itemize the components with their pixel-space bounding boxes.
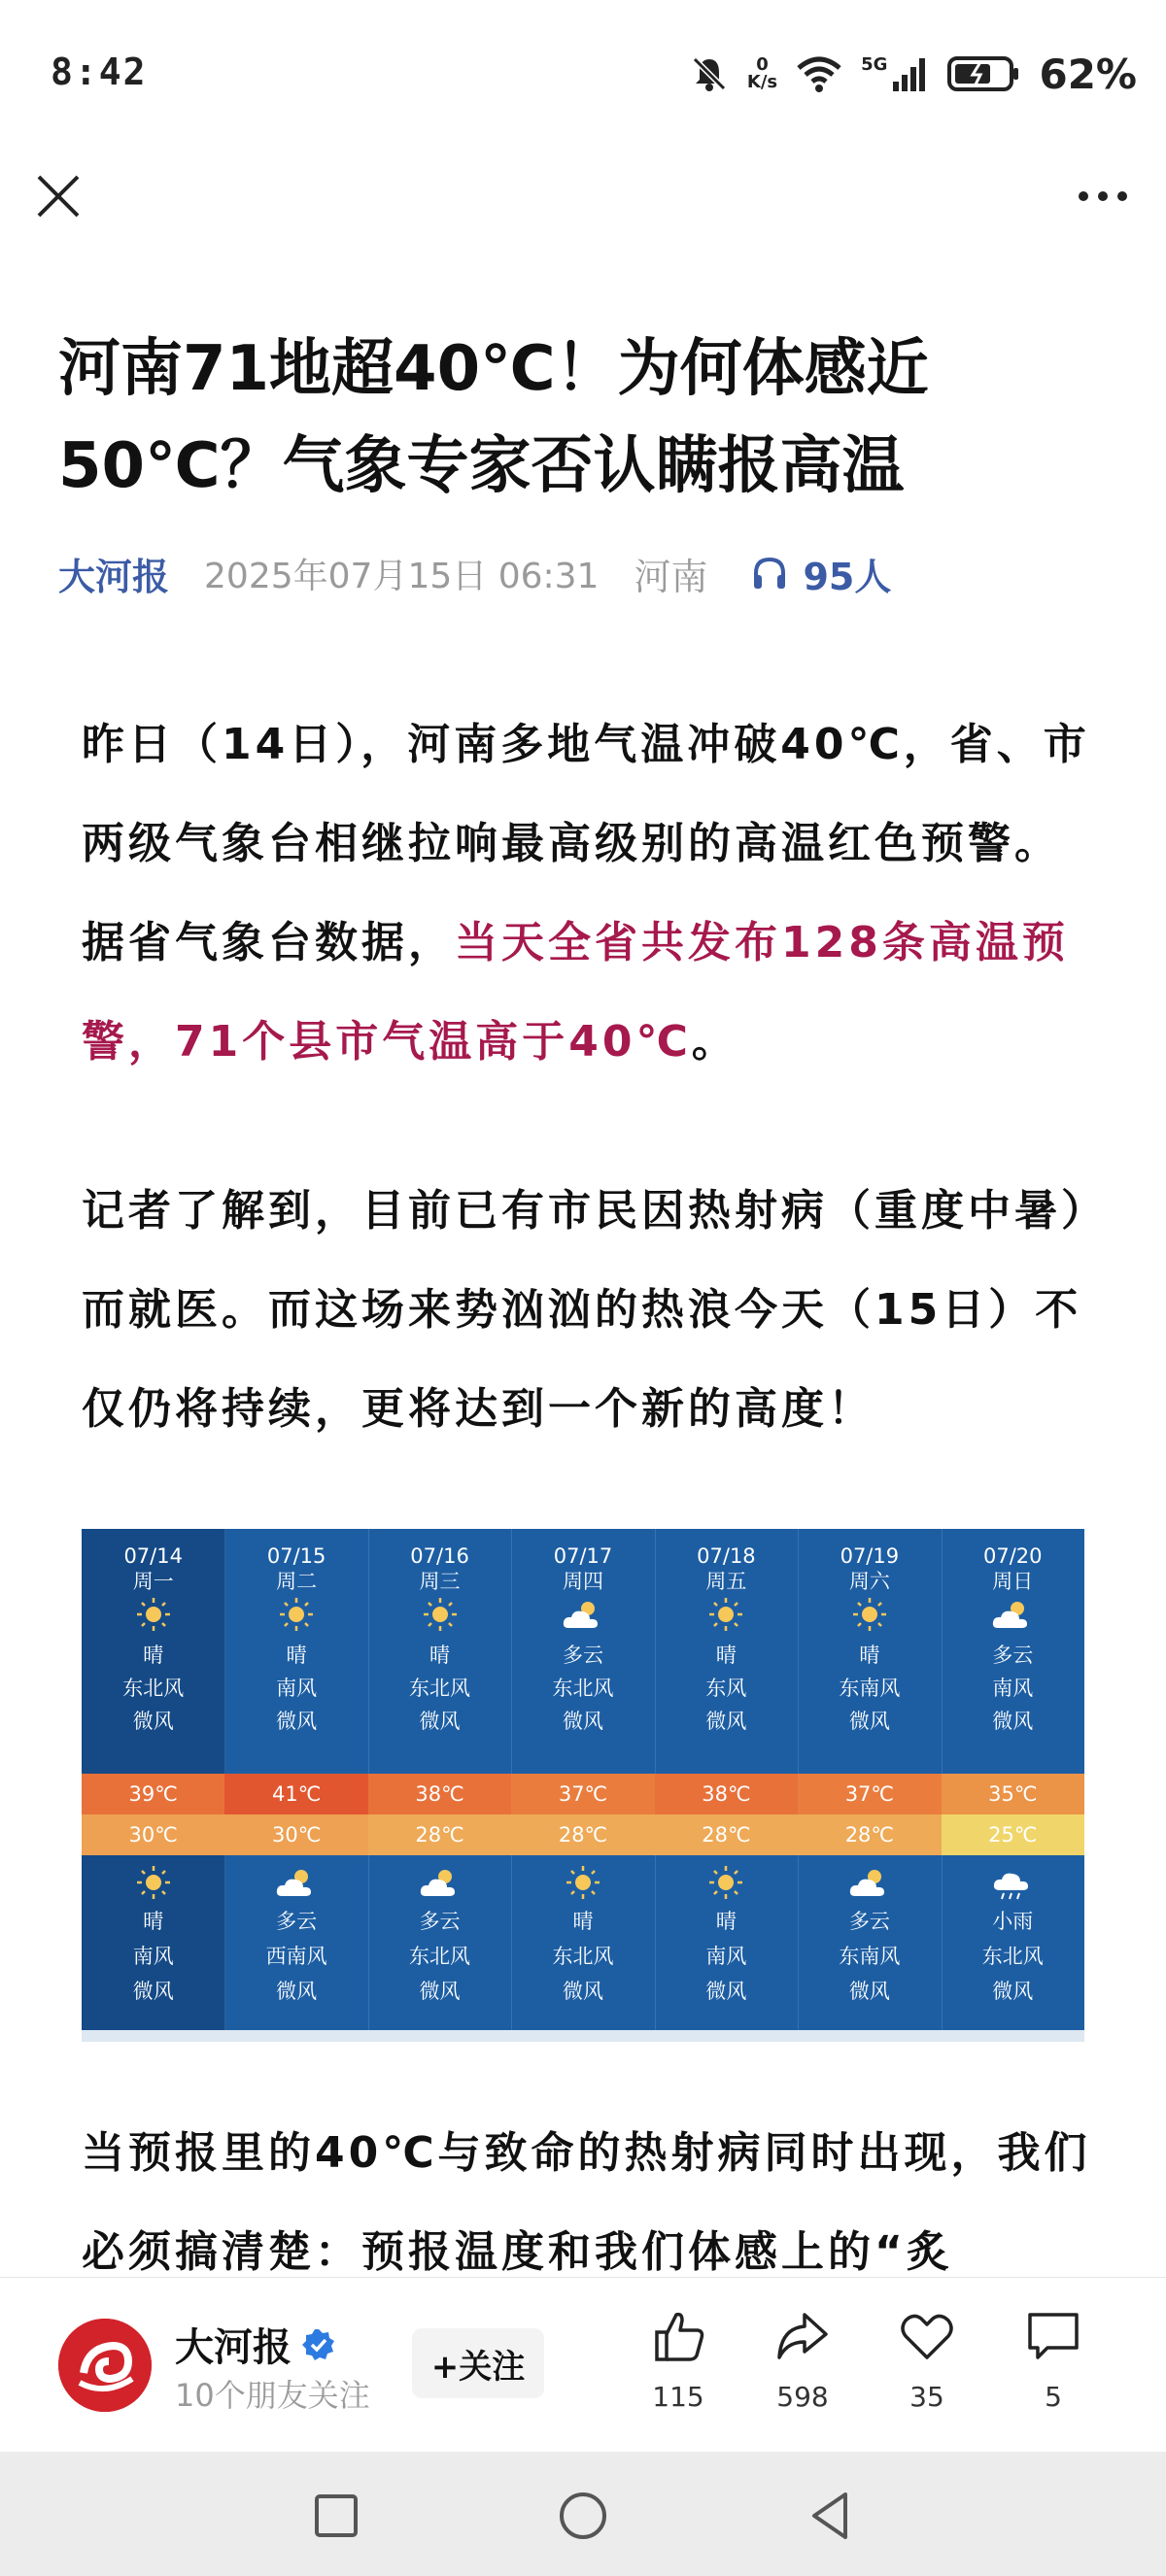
forecast-low-temp: 28℃ (511, 1814, 654, 1855)
forecast-weekday: 周一 (132, 1570, 174, 1593)
forecast-day-wind: 微风 (992, 1710, 1034, 1733)
forecast-night-wind: 微风 (562, 1980, 603, 2003)
close-button[interactable] (29, 167, 87, 225)
paragraph-1-highlight: 当天全省共发布128条高温预警，71个县市气温高于40℃ (82, 918, 1069, 1067)
comment-bubble-icon (1024, 2307, 1082, 2365)
forecast-night-weather: 晴 (715, 1910, 737, 1933)
author-name[interactable]: 大河报 (175, 2325, 292, 2370)
forecast-day-weather: 晴 (286, 1644, 307, 1667)
forecast-night-wind-dir: 东北风 (552, 1945, 614, 1968)
forecast-date: 07/15 (266, 1544, 326, 1568)
forecast-day-wind: 微风 (848, 1710, 890, 1733)
forecast-day-wind-dir: 东风 (705, 1677, 747, 1700)
article-region: 河南 (634, 555, 708, 598)
forecast-night-wind: 微风 (132, 1980, 174, 2003)
system-nav-bar (0, 2452, 1166, 2576)
cloud-rain-icon (988, 1863, 1037, 1902)
share-arrow-icon (773, 2307, 832, 2365)
forecast-high-temp: 35℃ (942, 1774, 1084, 1814)
heart-icon (898, 2307, 956, 2365)
back-triangle-icon (803, 2489, 857, 2543)
battery-percent: 62% (1039, 50, 1137, 98)
forecast-night-wind-dir: 东南风 (839, 1945, 901, 1968)
net-speed (747, 56, 777, 91)
square-icon (309, 2489, 363, 2543)
paragraph-1-end: 。 (691, 1017, 738, 1067)
paragraph-1-text: 昨日（14日），河南多地气温冲破40℃，省、市两级气象台相继拉响最高级别的高温红色预警。据省气象台数据， (82, 720, 1090, 967)
mute-bell-icon (689, 53, 730, 94)
more-dots-icon (1069, 167, 1137, 225)
sun-icon (702, 1863, 750, 1902)
forecast-high-temp: 38℃ (368, 1774, 511, 1814)
forecast-day-weather: 多云 (992, 1644, 1034, 1667)
forecast-high-temp: 41℃ (224, 1774, 367, 1814)
listener-count: 95人 (803, 555, 892, 598)
forecast-low-temp: 28℃ (798, 1814, 941, 1855)
forecast-night-weather: 晴 (143, 1910, 164, 1933)
status-icons (689, 47, 1137, 101)
forecast-day-wind-dir: 东南风 (839, 1677, 901, 1700)
forecast-low-temp: 30℃ (82, 1814, 224, 1855)
forecast-night-weather: 多云 (848, 1910, 890, 1933)
forecast-night-wind-dir: 南风 (705, 1945, 747, 1968)
forecast-date: 07/17 (553, 1544, 613, 1568)
forecast-weekday: 周五 (705, 1570, 747, 1593)
author-name-row[interactable] (175, 2317, 336, 2372)
partly-cloudy-icon (988, 1595, 1037, 1634)
net-speed-unit: K/s (746, 72, 778, 92)
forecast-night-wind-dir: 西南风 (265, 1945, 327, 1968)
favorite-button[interactable] (878, 2307, 976, 2413)
partly-cloudy-icon (845, 1863, 894, 1902)
sun-icon (845, 1595, 894, 1634)
forecast-date: 07/18 (697, 1544, 756, 1568)
bottom-action-bar (0, 2277, 1166, 2453)
forecast-night-wind: 微风 (419, 1980, 461, 2003)
forecast-weekday: 周四 (562, 1570, 603, 1593)
forecast-night-wind: 微风 (992, 1980, 1034, 2003)
sun-icon (129, 1595, 178, 1634)
share-count: 598 (776, 2381, 829, 2413)
forecast-day-wind-dir: 东北风 (552, 1677, 614, 1700)
sun-icon (416, 1595, 464, 1634)
like-count: 115 (652, 2381, 704, 2413)
forecast-weekday: 周六 (848, 1570, 890, 1593)
sun-icon (702, 1595, 750, 1634)
forecast-day-wind: 微风 (705, 1710, 747, 1733)
battery-icon (947, 54, 1021, 93)
sun-icon (559, 1863, 607, 1902)
forecast-low-temp: 28℃ (655, 1814, 798, 1855)
sun-icon (272, 1595, 321, 1634)
forecast-weekday: 周二 (276, 1570, 318, 1593)
forecast-day-weather: 晴 (429, 1644, 451, 1667)
forecast-night-weather: 晴 (572, 1910, 594, 1933)
circle-icon (556, 2489, 610, 2543)
like-button[interactable] (630, 2307, 727, 2413)
author-avatar[interactable] (58, 2319, 152, 2412)
forecast-date: 07/20 (983, 1544, 1043, 1568)
forecast-day-07-17 (511, 1529, 655, 2030)
close-icon (29, 167, 87, 225)
paragraph-1 (82, 695, 1092, 1092)
forecast-day-07-15 (224, 1529, 368, 2030)
forecast-night-weather: 小雨 (992, 1910, 1034, 1933)
forecast-day-07-20 (942, 1529, 1084, 2030)
forecast-night-wind-dir: 东北风 (981, 1945, 1044, 1968)
forecast-day-wind: 微风 (419, 1710, 461, 1733)
thumbs-up-icon (649, 2307, 707, 2365)
follow-button[interactable]: +关注 (412, 2328, 544, 2398)
forecast-day-wind-dir: 东北风 (122, 1677, 185, 1700)
forecast-day-07-19 (798, 1529, 942, 2030)
forecast-day-07-18 (655, 1529, 799, 2030)
forecast-date: 07/14 (123, 1544, 183, 1568)
publisher-logo-icon (58, 2319, 152, 2412)
forecast-day-wind: 微风 (276, 1710, 318, 1733)
listen-button[interactable] (750, 547, 891, 600)
forecast-low-temp: 28℃ (368, 1814, 511, 1855)
share-button[interactable] (754, 2307, 851, 2413)
forecast-day-weather: 晴 (143, 1644, 164, 1667)
forecast-night-weather: 多云 (419, 1910, 461, 1933)
status-bar (0, 0, 1166, 146)
forecast-high-temp: 37℃ (798, 1774, 941, 1814)
forecast-high-temp: 38℃ (655, 1774, 798, 1814)
forecast-high-temp: 39℃ (82, 1774, 224, 1814)
forecast-day-wind-dir: 东北风 (409, 1677, 471, 1700)
forecast-day-wind: 微风 (132, 1710, 174, 1733)
network-type: 5G (861, 54, 888, 75)
cell-signal-icon (861, 54, 930, 93)
partly-cloudy-icon (416, 1863, 464, 1902)
forecast-day-wind-dir: 南风 (276, 1677, 318, 1700)
article-meta (58, 544, 891, 602)
forecast-date: 07/16 (410, 1544, 469, 1568)
net-speed-value: 0 (756, 54, 769, 75)
comment-count: 5 (1045, 2381, 1062, 2413)
paragraph-3: 当预报里的40℃与致命的热射病同时出现，我们必须搞清楚：预报温度和我们体感上的“炙 (82, 2128, 1091, 2277)
partly-cloudy-icon (272, 1863, 321, 1902)
forecast-night-wind: 微风 (848, 1980, 890, 2003)
forecast-high-temp: 37℃ (511, 1774, 654, 1814)
verified-badge-icon (301, 2327, 336, 2362)
forecast-day-weather: 晴 (715, 1644, 737, 1667)
favorite-count: 35 (909, 2381, 944, 2413)
paragraph-2: 记者了解到，目前已有市民因热射病（重度中暑）而就医。而这场来势汹汹的热浪今天（15日）不仅仍将持续，更将达到一个新的高度！ (82, 1186, 1086, 1434)
status-time: 8:42 (51, 51, 148, 93)
forecast-night-wind: 微风 (276, 1980, 318, 2003)
forecast-low-temp: 30℃ (224, 1814, 367, 1855)
wifi-icon (795, 54, 843, 93)
forecast-day-07-16 (368, 1529, 512, 2030)
partly-cloudy-icon (559, 1595, 607, 1634)
forecast-caption-strip (82, 2030, 1084, 2042)
comment-button[interactable] (1005, 2307, 1102, 2413)
forecast-weekday: 周三 (419, 1570, 461, 1593)
article-title: 河南71地超40℃！为何体感近50℃？气象专家否认瞒报高温 (58, 333, 929, 502)
forecast-day-weather: 晴 (859, 1644, 880, 1667)
article-date: 2025年07月15日 06:31 (204, 556, 600, 596)
recents-button[interactable] (309, 2489, 363, 2543)
forecast-night-wind-dir: 东北风 (409, 1945, 471, 1968)
forecast-low-temp: 25℃ (942, 1814, 1084, 1855)
sun-icon (129, 1863, 178, 1902)
forecast-weekday: 周日 (992, 1570, 1034, 1593)
article-source[interactable]: 大河报 (58, 555, 170, 598)
home-button[interactable] (556, 2489, 610, 2543)
forecast-night-wind: 微风 (705, 1980, 747, 2003)
forecast-day-weather: 多云 (562, 1644, 603, 1667)
forecast-date: 07/19 (840, 1544, 900, 1568)
headphones-icon (750, 554, 789, 593)
forecast-day-07-14 (82, 1529, 225, 2030)
author-followers: 10个朋友关注 (175, 2377, 370, 2414)
forecast-day-wind: 微风 (562, 1710, 603, 1733)
forecast-image[interactable] (82, 1529, 1084, 2030)
more-button[interactable] (1069, 167, 1137, 225)
back-button[interactable] (803, 2489, 857, 2543)
forecast-night-weather: 多云 (276, 1910, 318, 1933)
forecast-day-wind-dir: 南风 (992, 1677, 1034, 1700)
forecast-night-wind-dir: 南风 (132, 1945, 174, 1968)
